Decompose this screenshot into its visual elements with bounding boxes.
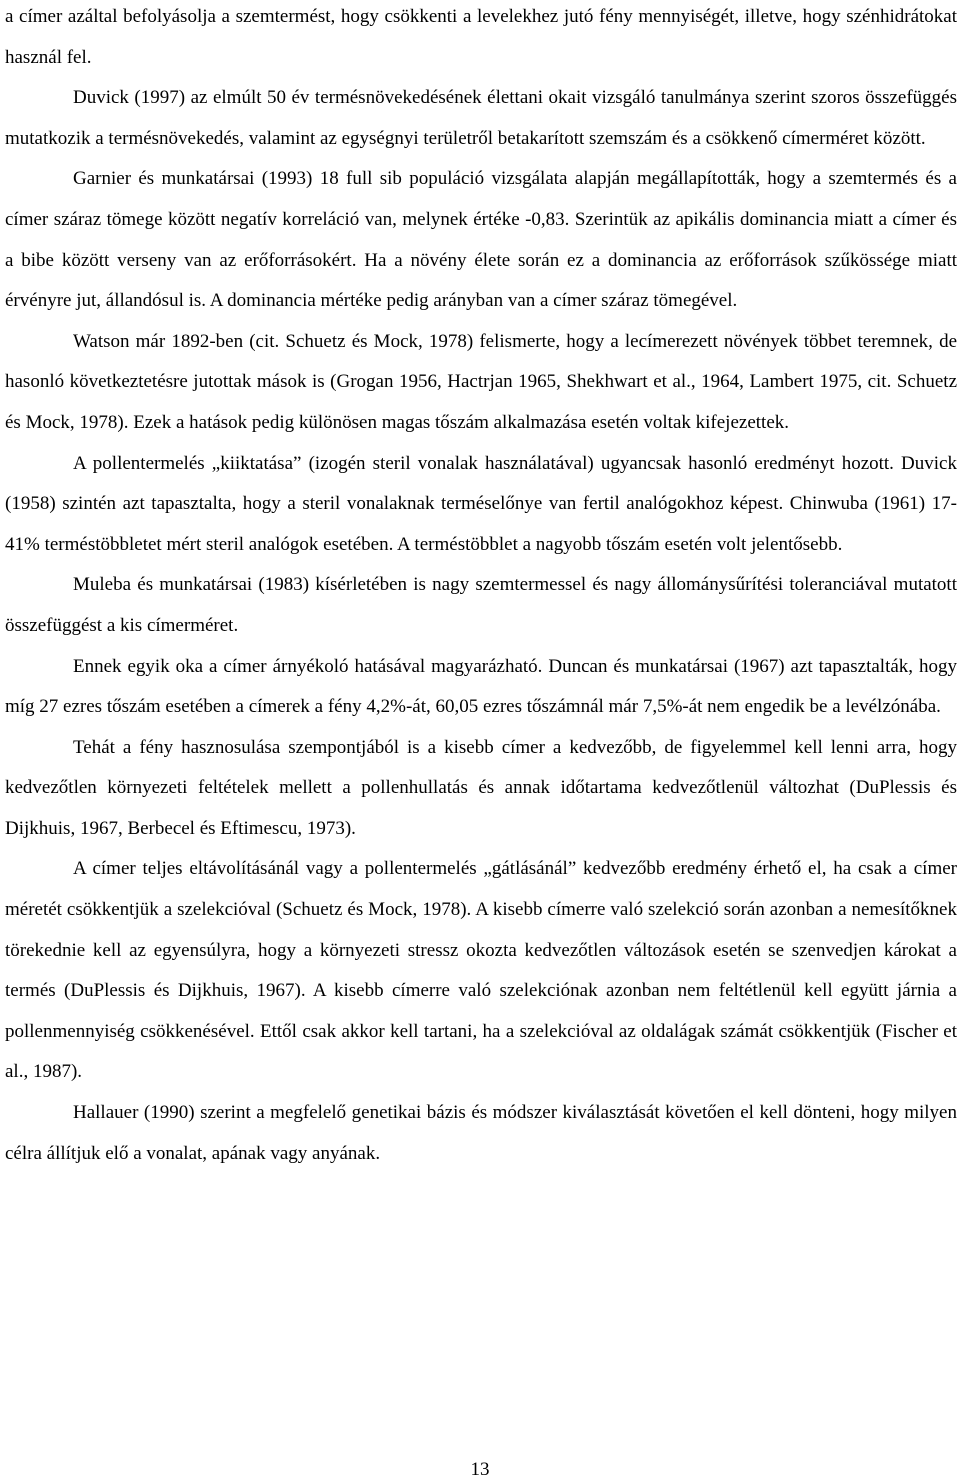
paragraph-2: Duvick (1997) az elmúlt 50 év termésnövekedésének élettani okait vizsgáló tanulmánya szerint szoros összefüggés mutatkozik a termésnövekedés, valamint az egységnyi területről betakarított szemszám és a csökkenő címerméret között. — [5, 87, 957, 149]
body-text — [5, 0, 957, 1174]
paragraph-4: Watson már 1892-ben (cit. Schuetz és Mock, 1978) felismerte, hogy a lecímerezett növények többet teremnek, de hasonló következtetésre jutottak mások is (Grogan 1956, Hactrjan 1965, Shekhwart et al., 1964, Lambert 1975, cit. Schuetz és Mock, 1978). Ezek a hatások pedig különösen magas tőszám alkalmazása esetén voltak kifejezettek. — [5, 330, 957, 433]
paragraph-10: Hallauer (1990) szerint a megfelelő genetikai bázis és módszer kiválasztását követően el kell dönteni, hogy milyen célra állítjuk elő a vonalat, apának vagy anyának. — [5, 1102, 957, 1164]
paragraph-3: Garnier és munkatársai (1993) 18 full sib populáció vizsgálata alapján megállapították, hogy a szemtermés és a címer száraz tömege között negatív korreláció van, melynek értéke -0,83. Szerintük az apikális dominancia miatt a címer és a bibe között verseny van az erőforrásokért. Ha a növény élete során ez a dominancia az erőforrások szűkössége miatt érvényre jut, állandósul is. A dominancia mértéke pedig arányban van a címer száraz tömegével. — [5, 168, 957, 312]
paragraph-7: Ennek egyik oka a címer árnyékoló hatásával magyarázható. Duncan és munkatársai (1967) azt tapasztalták, hogy míg 27 ezres tőszám esetében a címerek a fény 4,2%-át, 60,05 ezres tőszámnál már 7,5%-át nem engedik be a levélzónába. — [5, 655, 957, 718]
page-number: 13 — [470, 1459, 490, 1480]
paragraph-8: Tehát a fény hasznosulása szempontjából is a kisebb címer a kedvezőbb, de figyelemmel kell lenni arra, hogy kedvezőtlen környezeti feltételek mellett a pollenhullatás és annak időtartama kedvezőtlenül változhat (DuPlessis és Dijkhuis, 1967, Berbecel és Eftimescu, 1973). — [5, 736, 957, 839]
paragraph-1: a címer azáltal befolyásolja a szemtermést, hogy csökkenti a levelekhez jutó fény mennyiségét, illetve, hogy szénhidrátokat használ fel. — [5, 6, 957, 68]
paragraph-9: A címer teljes eltávolításánál vagy a pollentermelés „gátlásánál” kedvezőbb eredmény érhető el, ha csak a címer méretét csökkentjük a szelekcióval (Schuetz és Mock, 1978). A kisebb címerre való szelekció során azonban a nemesítőknek törekednie kell az egyensúlyra, hogy a környezeti stressz okozta kedvezőtlen változások esetén se szenvedjen károkat a termés (DuPlessis és Dijkhuis, 1967). A kisebb címerre való szelekciónak azonban nem feltétlenül kell együtt járnia a pollenmennyiség csökkenésével. Ettől csak akkor kell tartani, ha a szelekcióval az oldalágak számát csökkentjük (Fischer et al., 1987). — [5, 858, 957, 1083]
paragraph-5: A pollentermelés „kiiktatása” (izogén steril vonalak használatával) ugyancsak hasonló eredményt hozott. Duvick (1958) szintén azt tapasztalta, hogy a steril vonalaknak terméselőnye van fertil analógokhoz képest. Chinwuba (1961) 17-41% terméstöbbletet mért steril analógok esetében. A terméstöbblet a nagyobb tőszám esetén volt jelentősebb. — [5, 452, 957, 555]
paragraph-6: Muleba és munkatársai (1983) kísérletében is nagy szemtermessel és nagy állománysűrítési toleranciával mutatott összefüggést a kis címerméret. — [5, 574, 957, 636]
